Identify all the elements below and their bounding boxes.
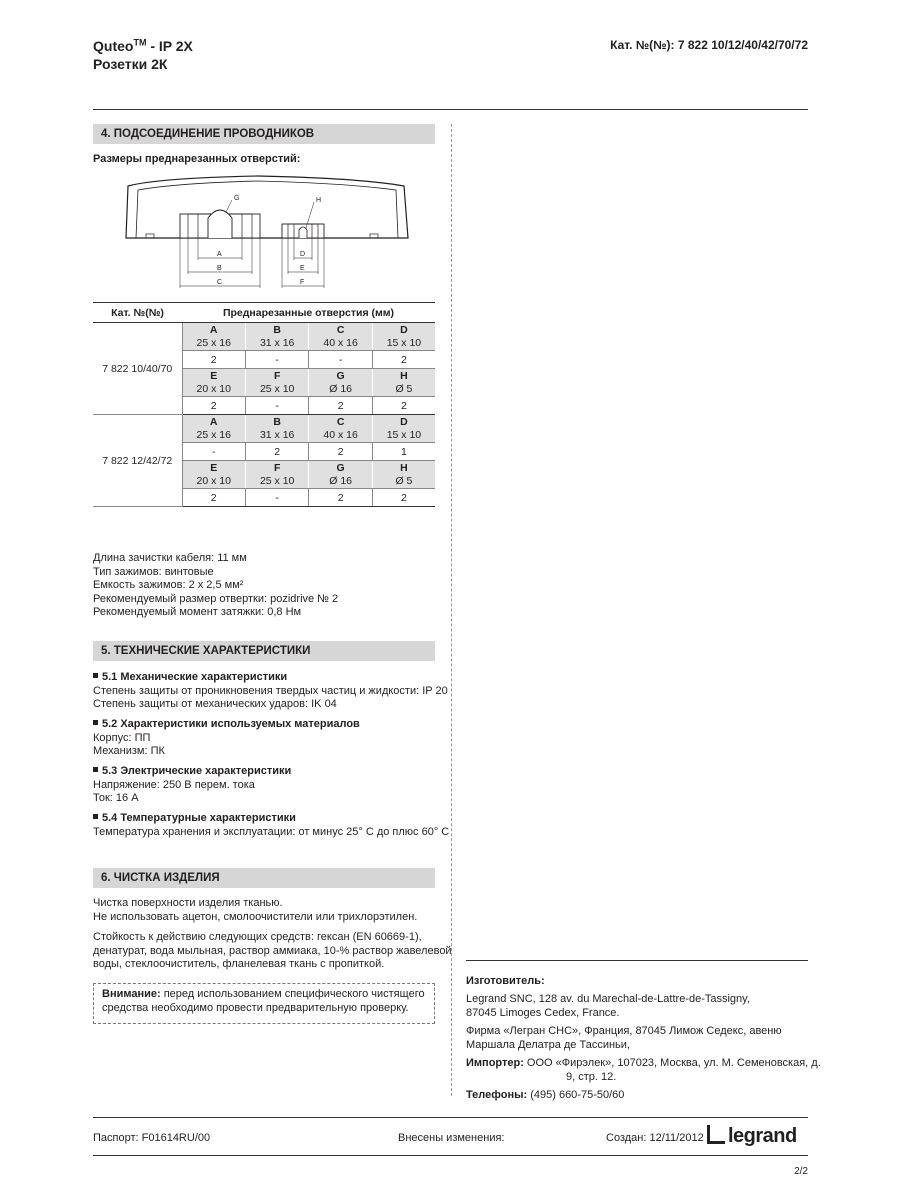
diagram-label: B (217, 265, 222, 272)
hole-letter: A (209, 415, 218, 428)
materials-block (93, 718, 360, 759)
hole-count-cell: 2 (182, 397, 245, 415)
hole-size-cell (372, 369, 435, 397)
hole-dimension: 15 x 10 (386, 336, 422, 349)
knockout-holes-table (93, 302, 435, 507)
phone-number: (495) 660-75-50/60 (527, 1089, 625, 1101)
spec-line: Рекомендуемый размер отвертки: pozidrive № 2 (93, 592, 339, 605)
hole-dimension: 20 x 10 (196, 382, 231, 395)
manufacturer-title: Изготовитель: (466, 975, 545, 987)
hole-size-cell (309, 323, 372, 351)
col-catalog-header: Кат. №(№) (93, 303, 182, 323)
changes-label: Внесены изменения: (398, 1132, 505, 1144)
hole-count-cell: 1 (372, 443, 435, 461)
hole-letter: D (400, 415, 408, 428)
section-5-heading: 5. ТЕХНИЧЕСКИЕ ХАРАКТЕРИСТИКИ (93, 641, 435, 661)
diagram-label: E (300, 265, 305, 272)
holes-header-row (93, 323, 435, 351)
hole-count-cell: - (245, 351, 308, 369)
hole-dimension: 40 x 16 (323, 336, 358, 349)
hole-dimension: 15 x 10 (386, 428, 422, 441)
hole-letter: F (273, 461, 281, 474)
hole-count-cell: 2 (372, 489, 435, 507)
spec-line: Длина зачистки кабеля: 11 мм (93, 552, 247, 564)
hole-size-cell (182, 415, 245, 443)
hole-count-cell: - (245, 489, 308, 507)
hole-letter: H (400, 461, 408, 474)
cleaning-text-2 (93, 931, 452, 972)
hole-count-cell: 2 (372, 351, 435, 369)
hole-dimension: Ø 16 (329, 382, 353, 395)
bullet-icon (93, 720, 98, 725)
hole-size-cell (309, 415, 372, 443)
hole-dimension: 40 x 16 (323, 428, 358, 441)
hole-letter: A (209, 323, 218, 336)
text-line: Степень защиты от проникновения твердых частиц и жидкости: IP 20 (93, 684, 448, 697)
section-4-heading: 4. ПОДСОЕДИНЕНИЕ ПРОВОДНИКОВ (93, 124, 435, 144)
hole-size-cell (182, 461, 245, 489)
hole-size-cell (245, 369, 308, 397)
hole-count-cell: 2 (309, 443, 372, 461)
hole-size-cell (372, 461, 435, 489)
bullet-icon (93, 814, 98, 819)
hole-size-cell (245, 323, 308, 351)
hole-letter: G (336, 461, 345, 474)
bullet-icon (93, 673, 98, 678)
text-line: ООО «Фирэлек», 107023, Москва, ул. М. Семеновская, д. (523, 1057, 821, 1069)
bullet-icon (93, 767, 98, 772)
text-line: Чистка поверхности изделия тканью. (93, 897, 283, 909)
hole-sizes-subtitle: Размеры преднарезанных отверстий: (93, 153, 301, 165)
hole-letter: D (400, 323, 408, 336)
hole-count-cell: 2 (182, 351, 245, 369)
catalog-numbers: Кат. №(№): 7 822 10/12/40/42/70/72 (610, 38, 808, 52)
page-number: 2/2 (794, 1166, 808, 1177)
spec-list (93, 552, 338, 620)
document-title (93, 37, 193, 73)
footer-rule (93, 1117, 808, 1118)
product-subtitle: Розетки 2К (93, 56, 168, 72)
hole-size-cell (245, 415, 308, 443)
importer-label: Импортер: (466, 1057, 524, 1069)
hole-count-cell: - (245, 397, 308, 415)
hole-dimension: 31 x 16 (259, 336, 295, 349)
mechanical-block (93, 671, 448, 712)
text-line: Температура хранения и эксплуатации: от минус 25° С до плюс 60° С (93, 825, 450, 838)
hole-size-cell (372, 323, 435, 351)
diagram-label: G (234, 195, 240, 202)
hole-dimension: 25 x 10 (259, 474, 295, 487)
knockout-holes-diagram (118, 172, 418, 292)
hole-letter: G (336, 369, 345, 382)
phone-label: Телефоны: (466, 1089, 528, 1101)
text-line: Механизм: ПК (93, 745, 165, 757)
electrical-block (93, 765, 291, 806)
hole-letter: E (210, 369, 218, 382)
text-line: Фирма «Легран СНС», Франция, 87045 Лимож Седекс, авеню (466, 1025, 782, 1037)
hole-letter: F (273, 369, 281, 382)
hole-count-cell: 2 (309, 397, 372, 415)
hole-size-cell (372, 415, 435, 443)
hole-letter: C (336, 415, 345, 428)
hole-dimension: Ø 5 (395, 474, 413, 487)
diagram-label: C (217, 279, 223, 286)
hole-count-cell: 2 (245, 443, 308, 461)
text-line: Маршала Делатра де Тассиньи, (466, 1039, 630, 1051)
header-rule (93, 109, 808, 110)
hole-dimension: 25 x 10 (259, 382, 295, 395)
hole-count-cell: 2 (309, 489, 372, 507)
hole-size-cell (245, 461, 308, 489)
hole-dimension: 25 x 16 (196, 428, 231, 441)
text-line: Ток: 16 А (93, 792, 139, 804)
catalog-cell: 7 822 10/40/70 (93, 323, 182, 415)
subheading: 5.2 Характеристики используемых материалов (102, 718, 360, 730)
temperature-block (93, 812, 449, 839)
cleaning-text-1 (93, 897, 417, 924)
hole-letter: H (400, 369, 408, 382)
text-line: воды, стеклоочиститель, фланелевая ткань с пропиткой. (93, 958, 385, 970)
text-line: 9, стр. 12. (566, 1071, 617, 1083)
text-line: Стойкость к действию следующих средств: гексан (EN 60669-1), (93, 931, 422, 943)
hole-dimension: Ø 16 (329, 474, 353, 487)
text-line: Корпус: ПП (93, 731, 151, 744)
text-line: денатурат, вода мыльная, раствор аммиака, 10-% раствор жавелевой (93, 944, 452, 957)
created-date: Создан: 12/11/2012 (606, 1132, 704, 1144)
subheading: 5.4 Температурные характеристики (102, 812, 296, 824)
hole-count-cell: 2 (182, 489, 245, 507)
hole-dimension: 25 x 16 (196, 336, 231, 349)
diagram-label: A (217, 251, 222, 258)
text-line: Напряжение: 250 В перем. тока (93, 778, 255, 791)
hole-count-cell: - (182, 443, 245, 461)
subheading: 5.1 Механические характеристики (102, 671, 288, 683)
hole-count-cell: 2 (372, 397, 435, 415)
subheading: 5.3 Электрические характеристики (102, 765, 292, 777)
diagram-label: F (300, 279, 305, 286)
spec-line: Емкость зажимов: 2 x 2,5 мм² (93, 579, 244, 591)
warning-box (93, 983, 435, 1024)
hole-count-cell: - (309, 351, 372, 369)
hole-dimension: Ø 5 (395, 382, 413, 395)
text-line: 87045 Limoges Cedex, France. (466, 1007, 620, 1019)
col-holes-header: Преднарезанные отверстия (мм) (182, 303, 435, 323)
text-line: Legrand SNC, 128 av. du Marechal-de-Lattre-de-Tassigny, (466, 993, 750, 1005)
brand-name: Quteo (93, 38, 134, 54)
text-line: Не использовать ацетон, смолоочистители или трихлорэтилен. (93, 910, 418, 923)
warning-label: Внимание: (102, 988, 161, 1000)
diagram-label: D (300, 251, 306, 258)
warning-text: перед использованием специфического чистящего (160, 988, 425, 1000)
legrand-logo (707, 1125, 797, 1148)
diagram-label: H (316, 197, 322, 204)
hole-letter: B (273, 323, 281, 336)
spec-line: Тип зажимов: винтовые (93, 565, 214, 578)
maker-rule (466, 960, 808, 961)
trademark-sign: TM (133, 37, 147, 48)
legrand-logo-icon (707, 1125, 725, 1144)
warning-text: средства необходимо провести предварительную проверку. (102, 1001, 409, 1014)
hole-size-cell (309, 369, 372, 397)
holes-header-row (93, 415, 435, 443)
hole-dimension: 20 x 10 (196, 474, 231, 487)
hole-size-cell (182, 323, 245, 351)
hole-size-cell (309, 461, 372, 489)
ip-rating: - IP 2X (146, 38, 193, 54)
footer-bottom-rule (93, 1155, 808, 1156)
text-line: Степень защиты от механических ударов: IK 04 (93, 698, 337, 710)
passport-number: Паспорт: F01614RU/00 (93, 1132, 211, 1144)
legrand-logo-text: legrand (728, 1125, 797, 1147)
hole-letter: E (210, 461, 218, 474)
hole-letter: C (336, 323, 345, 336)
hole-letter: B (273, 415, 281, 428)
manufacturer-info (466, 974, 821, 1102)
catalog-cell: 7 822 12/42/72 (93, 415, 182, 507)
hole-size-cell (182, 369, 245, 397)
spec-line: Рекомендуемый момент затяжки: 0,8 Нм (93, 606, 302, 618)
hole-dimension: 31 x 16 (259, 428, 295, 441)
section-6-heading: 6. ЧИСТКА ИЗДЕЛИЯ (93, 868, 435, 888)
